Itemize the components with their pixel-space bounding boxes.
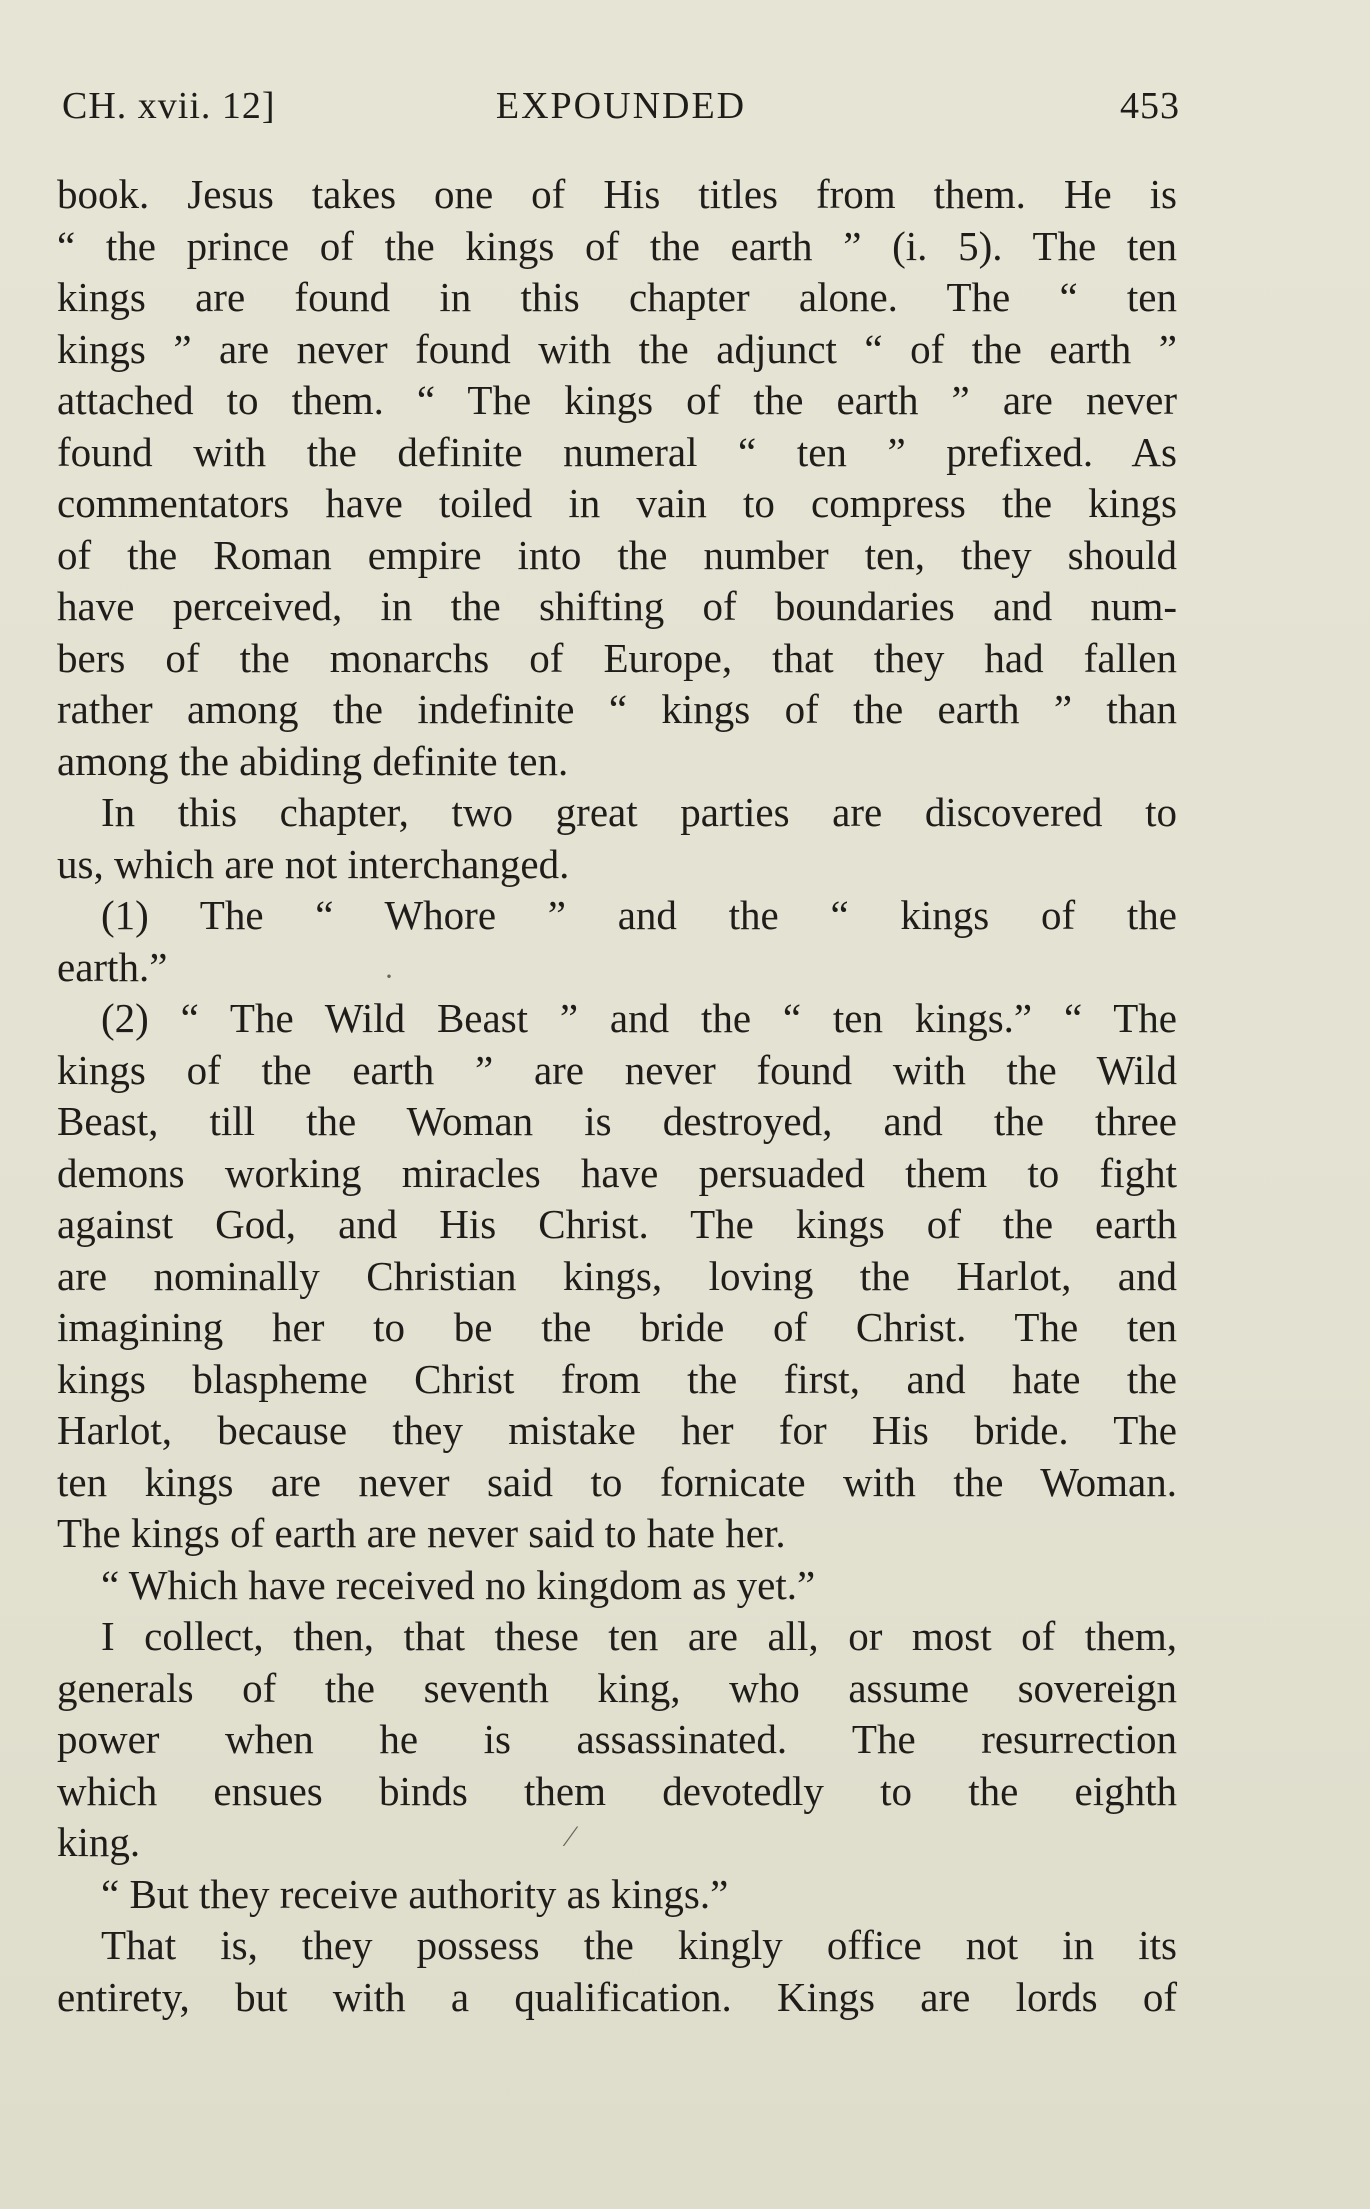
text-line: ten kings are never said to fornicate with the Woman. bbox=[57, 1458, 1177, 1505]
text-line: (1) The “ Whore ” and the “ kings of the bbox=[101, 892, 1177, 938]
text-line: kings of the earth ” are never found with the Wild bbox=[57, 1046, 1177, 1093]
page-number: 453 bbox=[1120, 85, 1180, 127]
text-line: which ensues binds them devotedly to the eighth bbox=[57, 1767, 1177, 1814]
text-line: In this chapter, two great parties are discovered to bbox=[101, 789, 1177, 835]
text-line: kings blaspheme Christ from the first, and hate the bbox=[57, 1355, 1177, 1402]
text-line: I collect, then, that these ten are all, or most of them, bbox=[101, 1613, 1177, 1659]
stray-mark: ⁄ bbox=[568, 1820, 574, 1853]
running-head bbox=[62, 84, 1180, 134]
text-line: The kings of earth are never said to hate her. bbox=[57, 1510, 786, 1556]
text-line: imagining her to be the bride of Christ. The ten bbox=[57, 1304, 1177, 1350]
text-line: “ Which have received no kingdom as yet.” bbox=[101, 1561, 816, 1608]
text-line: commentators have toiled in vain to compress the kings bbox=[57, 480, 1177, 526]
text-line: generals of the seventh king, who assume sovereign bbox=[57, 1664, 1177, 1711]
text-line: against God, and His Christ. The kings of the earth bbox=[57, 1201, 1177, 1247]
text-line: are nominally Christian kings, loving the Harlot, and bbox=[57, 1252, 1177, 1299]
text-line: have perceived, in the shifting of boundaries and num- bbox=[57, 583, 1177, 629]
text-line: Beast, till the Woman is destroyed, and the three bbox=[57, 1098, 1177, 1144]
text-line: kings are found in this chapter alone. The “ ten bbox=[57, 274, 1177, 320]
text-line: “ But they receive authority as kings.” bbox=[101, 1870, 729, 1917]
stray-dot: · bbox=[384, 960, 394, 993]
body-text bbox=[57, 169, 1177, 2023]
text-line: “ the prince of the kings of the earth ” (i. 5). The ten bbox=[57, 222, 1177, 269]
text-line: king. bbox=[57, 1819, 141, 1865]
text-line: power when he is assassinated. The resurrection bbox=[57, 1716, 1177, 1762]
text-line: among the abiding definite ten. bbox=[57, 737, 569, 784]
text-line: That is, they possess the kingly office not in its bbox=[101, 1922, 1177, 1968]
text-line: kings ” are never found with the adjunct “ of the earth ” bbox=[57, 325, 1177, 372]
text-line: attached to them. “ The kings of the earth ” are never bbox=[57, 377, 1177, 423]
text-line: rather among the indefinite “ kings of the earth ” than bbox=[57, 686, 1177, 732]
text-line: entirety, but with a qualification. Kings are lords of bbox=[57, 1973, 1177, 2020]
running-title: EXPOUNDED bbox=[495, 85, 747, 127]
text-line: us, which are not interchanged. bbox=[57, 840, 570, 887]
text-line: found with the definite numeral “ ten ” prefixed. As bbox=[57, 428, 1177, 475]
text-line: bers of the monarchs of Europe, that they had fallen bbox=[57, 634, 1177, 681]
text-line: book. Jesus takes one of His titles from them. He is bbox=[57, 171, 1177, 217]
text-line: (2) “ The Wild Beast ” and the “ ten kings.” “ The bbox=[101, 995, 1177, 1041]
text-line: earth.” bbox=[57, 943, 168, 990]
text-line: Harlot, because they mistake her for His bride. The bbox=[57, 1407, 1177, 1453]
text-line: of the Roman empire into the number ten, they should bbox=[57, 531, 1177, 578]
chapter-reference: CH. xvii. 12] bbox=[62, 85, 276, 127]
text-line: demons working miracles have persuaded them to fight bbox=[57, 1149, 1177, 1196]
